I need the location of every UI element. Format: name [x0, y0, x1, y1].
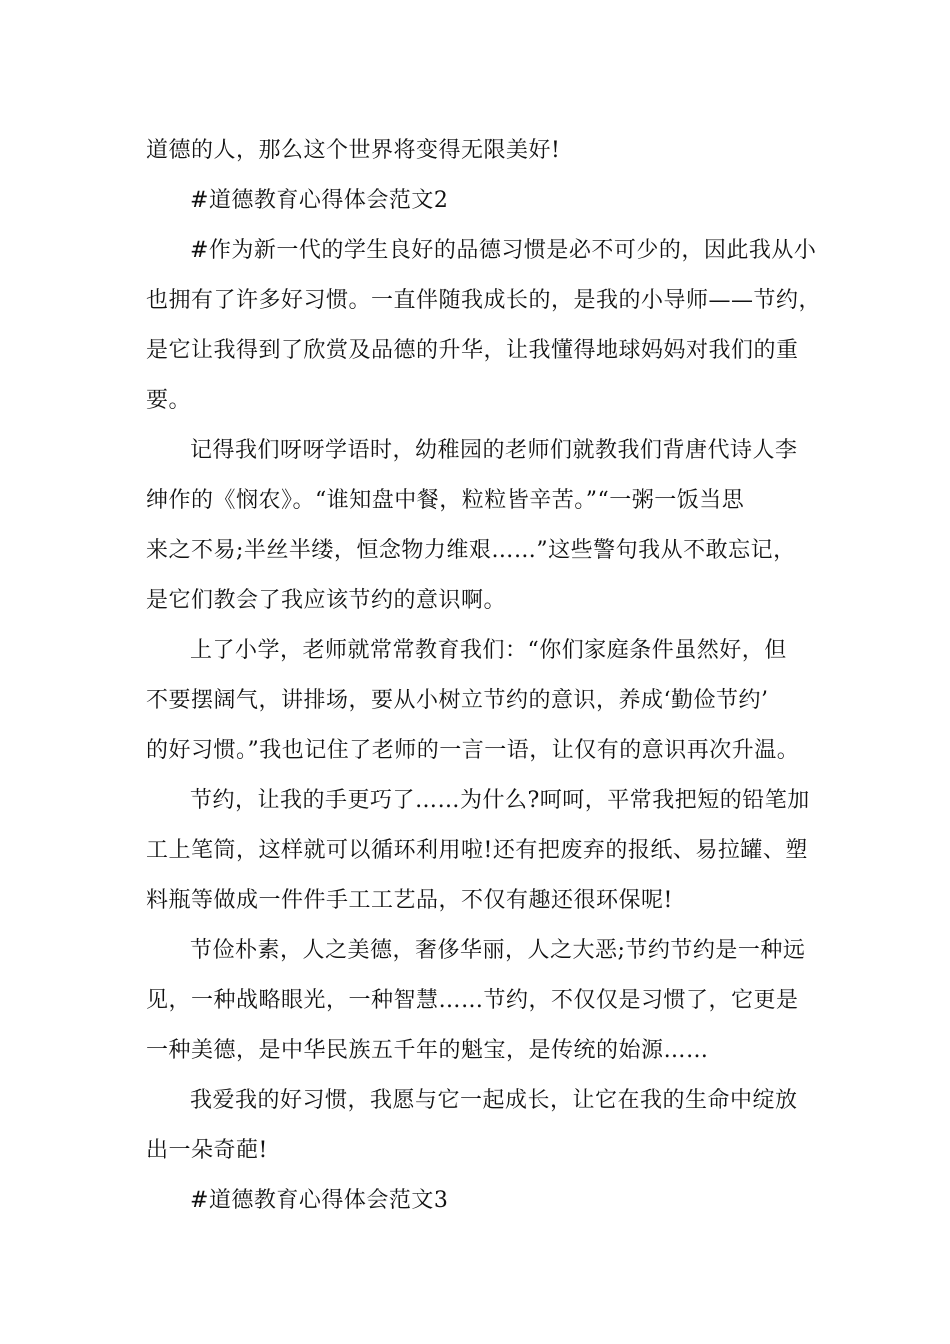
- paragraph-line: 上了小学，老师就常常教育我们：“你们家庭条件虽然好，但: [190, 638, 787, 663]
- paragraph-line: 记得我们呀呀学语时，幼稚园的老师们就教我们背唐代诗人李: [190, 438, 798, 463]
- paragraph-line: 料瓶等做成一件件手工工艺品，不仅有趣还很环保呢!: [146, 888, 673, 913]
- paragraph-line: 一种美德，是中华民族五千年的魁宝，是传统的始源……: [146, 1038, 709, 1063]
- paragraph-line: 节俭朴素，人之美德，奢侈华丽，人之大恶;节约节约是一种远: [190, 938, 806, 963]
- section-heading: #道德教育心得体会范文2: [190, 188, 449, 213]
- paragraph-line: 道德的人，那么这个世界将变得无限美好!: [146, 138, 561, 163]
- paragraph-line: #作为新一代的学生良好的品德习惯是必不可少的，因此我从小: [190, 238, 817, 263]
- paragraph-line: 工上笔筒，这样就可以循环利用啦!还有把废弃的报纸、易拉罐、塑: [146, 838, 808, 863]
- paragraph-line: 也拥有了许多好习惯。一直伴随我成长的，是我的小导师——节约，: [146, 288, 822, 313]
- paragraph-line: 见，一种战略眼光，一种智慧……节约，不仅仅是习惯了，它更是: [146, 988, 799, 1013]
- paragraph-line: 要。: [146, 388, 192, 413]
- paragraph-line: 的好习惯。”我也记住了老师的一言一语，让仅有的意识再次升温。: [146, 738, 800, 763]
- paragraph-line: 我爱我的好习惯，我愿与它一起成长，让它在我的生命中绽放: [190, 1088, 798, 1113]
- paragraph-line: 不要摆阔气，讲排场，要从小树立节约的意识，养成‘勤俭节约’: [146, 688, 769, 713]
- paragraph-line: 来之不易;半丝半缕，恒念物力维艰……”这些警句我从不敢忘记，: [146, 538, 796, 563]
- paragraph-line: 是它让我得到了欣赏及品德的升华，让我懂得地球妈妈对我们的重: [146, 338, 799, 363]
- paragraph-line: 节约，让我的手更巧了……为什么?呵呵，平常我把短的铅笔加: [190, 788, 810, 813]
- section-heading: #道德教育心得体会范文3: [190, 1188, 449, 1213]
- paragraph-line: 是它们教会了我应该节约的意识啊。: [146, 588, 507, 613]
- paragraph-line: 绅作的《悯农》。“谁知盘中餐，粒粒皆辛苦。”“一粥一饭当思: [146, 488, 745, 513]
- paragraph-line: 出一朵奇葩!: [146, 1138, 268, 1163]
